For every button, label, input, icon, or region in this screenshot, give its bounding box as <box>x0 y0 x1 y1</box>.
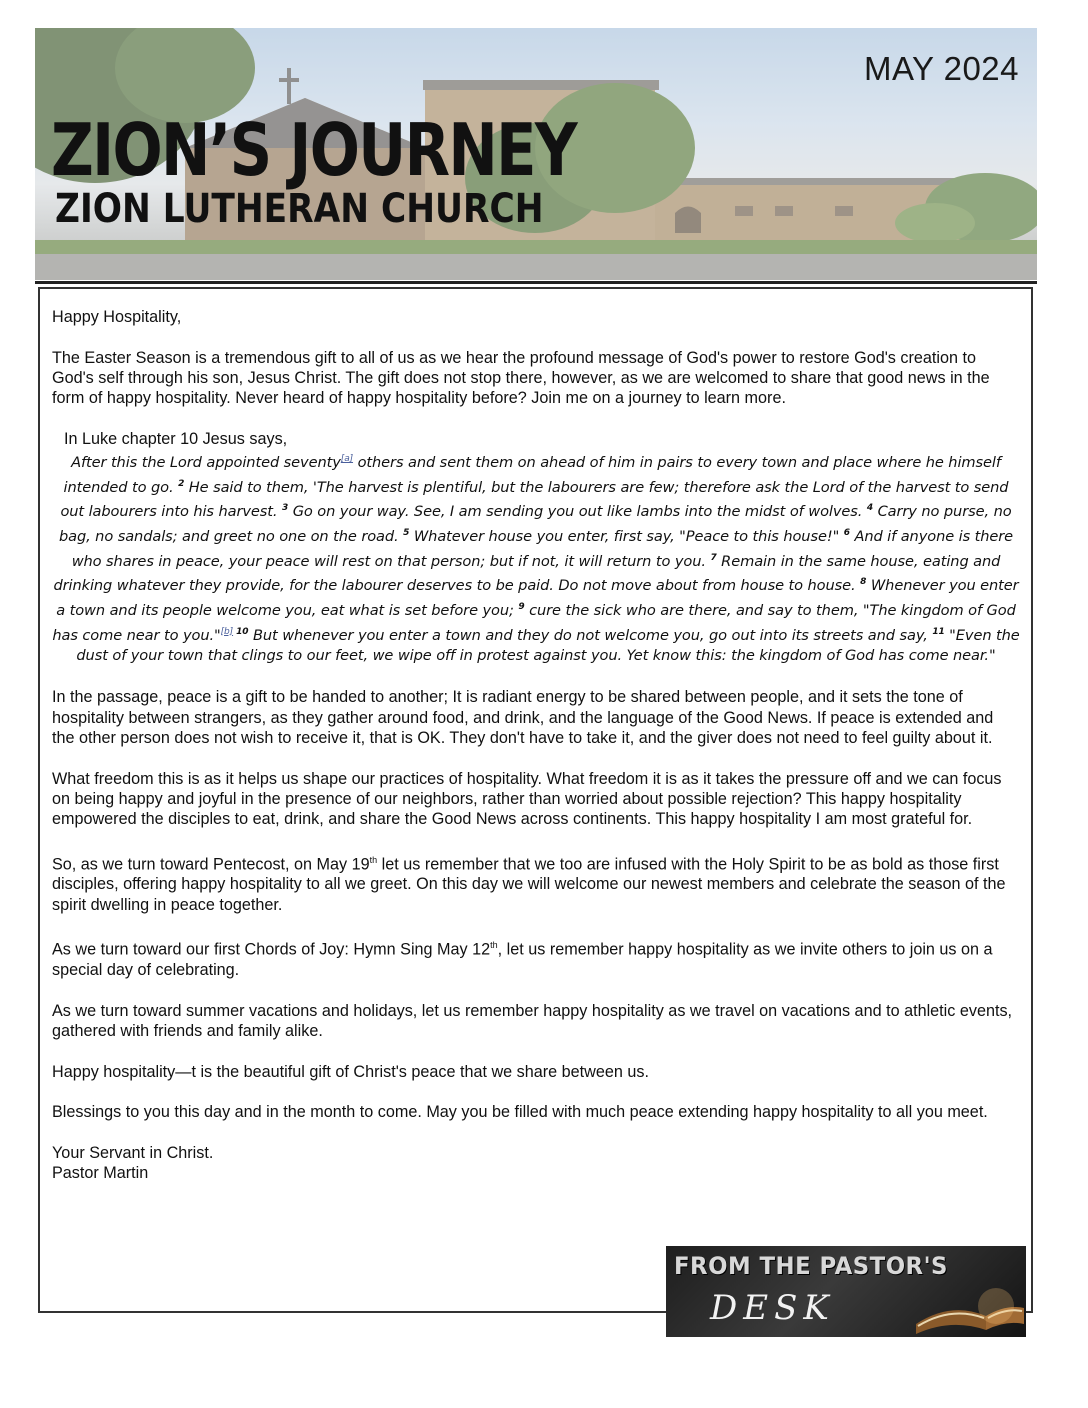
paragraph-intro: The Easter Season is a tremendous gift to all of us as we hear the profound message of God's power to restore God's creation to God's self through his son, Jesus Christ. The gift does not stop there, however, as we are welcomed to share that good news in the form of happy hospitality. Never heard of happy hospitality before? Join me on a journey to learn more. <box>52 348 990 408</box>
logo-line-1: FROM THE PASTOR'S <box>674 1252 948 1280</box>
verse-number: 11 <box>932 626 945 637</box>
newsletter-title: ZION’S JOURNEY <box>51 108 576 192</box>
verse-number: 6 <box>843 528 850 539</box>
scripture-passage: After this the Lord appointed seventy[a] others and sent them on ahead of him in pairs to every town and place where he himself intended to go. $^2$ He said to them, 'The harvest is plentiful, but the labourers are few; therefore ask the Lord of the harvest to send out labourers into his harvest. $^3$ Go on your way. See, I am sending you out like lambs into the midst of wolves. $^4$ Carry no purse, no bag, no sandals; and greet no one on the road. $^5$ Whatever house you enter, first say, "Peace to this house!" $^6$ And if anyone is there who shares in peace, your peace will rest on that person; but if not, it will return to you. $^7$ Remain in the same house, eating and drinking whatever they provide, for the labourer deserves to be paid. Do not move about from house to house. $^8$ Whenever you enter a town and its people welcome you, eat what is set before you; $^9$ cure the sick who are there, and say to them, "The kingdom of God has come near to you."[b] $^{10}$ But whenever you enter a town and they do not welcome you, go out into its streets and say, $^{11}$ "Even the dust of your town that clings to our feet, we wipe off in protest against you. Yet know this: the kingdom of God has come near." <box>52 453 1020 665</box>
paragraph-pentecost: So, as we turn toward Pentecost, on May 19th let us remember that we too are infused with the Holy Spirit to be as bold as those first disciples, offering happy hospitality to all we greet. On this day we will welcome our newest members and celebrate the season of the spirit dwelling in peace together. <box>52 854 1006 914</box>
signature-block <box>52 1143 1020 1184</box>
issue-date: MAY 2024 <box>863 50 1019 87</box>
logo-line-2: DESK <box>710 1288 835 1328</box>
verse-number: 5 <box>403 528 410 539</box>
header-banner <box>35 28 1037 280</box>
verse-number: 4 <box>866 503 874 514</box>
pastor-letter-box <box>38 287 1033 1328</box>
verse-number: 2 <box>178 478 185 489</box>
closing: Your Servant in Christ. <box>52 1143 214 1162</box>
paragraph-blessing: Blessings to you this day and in the month to come. May you be filled with much peace extending happy hospitality to all you meet. <box>52 1103 988 1122</box>
from-the-pastors-desk-logo <box>666 1246 1026 1337</box>
verse-number: 8 <box>860 577 867 588</box>
paragraph-gift: Happy hospitality—t is the beautiful gift of Christ's peace that we share between us. <box>52 1062 649 1081</box>
signature: Pastor Martin <box>52 1164 149 1183</box>
verse-intro: In Luke chapter 10 Jesus says, <box>64 429 288 448</box>
verse-number: 9 <box>518 602 525 613</box>
paragraph-summer: As we turn toward summer vacations and holidays, let us remember happy hospitality as we travel on vacations and to athletic events, gathered with friends and family alike. <box>52 1001 1013 1040</box>
footnote-a-link[interactable]: [a] <box>340 454 354 465</box>
church-name: ZION LUTHERAN CHURCH <box>55 186 544 232</box>
paragraph-hymn-sing: As we turn toward our first Chords of Joy: Hymn Sing May 12th, let us remember happy hospitality as we invite others to join us on a special day of celebrating. <box>52 940 993 980</box>
header-divider <box>35 281 1037 284</box>
paragraph-freedom: What freedom this is as it helps us shape our practices of hospitality. What freedom it is as it takes the pressure off and we can focus on being happy and joyful in the presence of our neighbors, rather than worried about possible rejection? This happy hospitality empowered the disciples to eat, drink, and share the Good News across continents. This happy hospitality I am most grateful for. <box>52 769 1002 829</box>
footnote-b-link[interactable]: [b] <box>220 626 234 637</box>
greeting: Happy Hospitality, <box>52 308 182 326</box>
verse-number: 7 <box>710 552 717 563</box>
verse-number: 10 <box>236 626 249 637</box>
verse-number: 3 <box>282 503 289 514</box>
letter-body <box>52 307 1020 1183</box>
paragraph-peace: In the passage, peace is a gift to be handed to another; It is radiant energy to be shared between people, and it sets the tone of hospitality between strangers, as they gather around food, and drink, and the language of the Good News. If peace is extended and the other person does not wish to receive it, that is OK. They don't have to take it, and the giver does not need to feel guilty about it. <box>52 688 994 748</box>
